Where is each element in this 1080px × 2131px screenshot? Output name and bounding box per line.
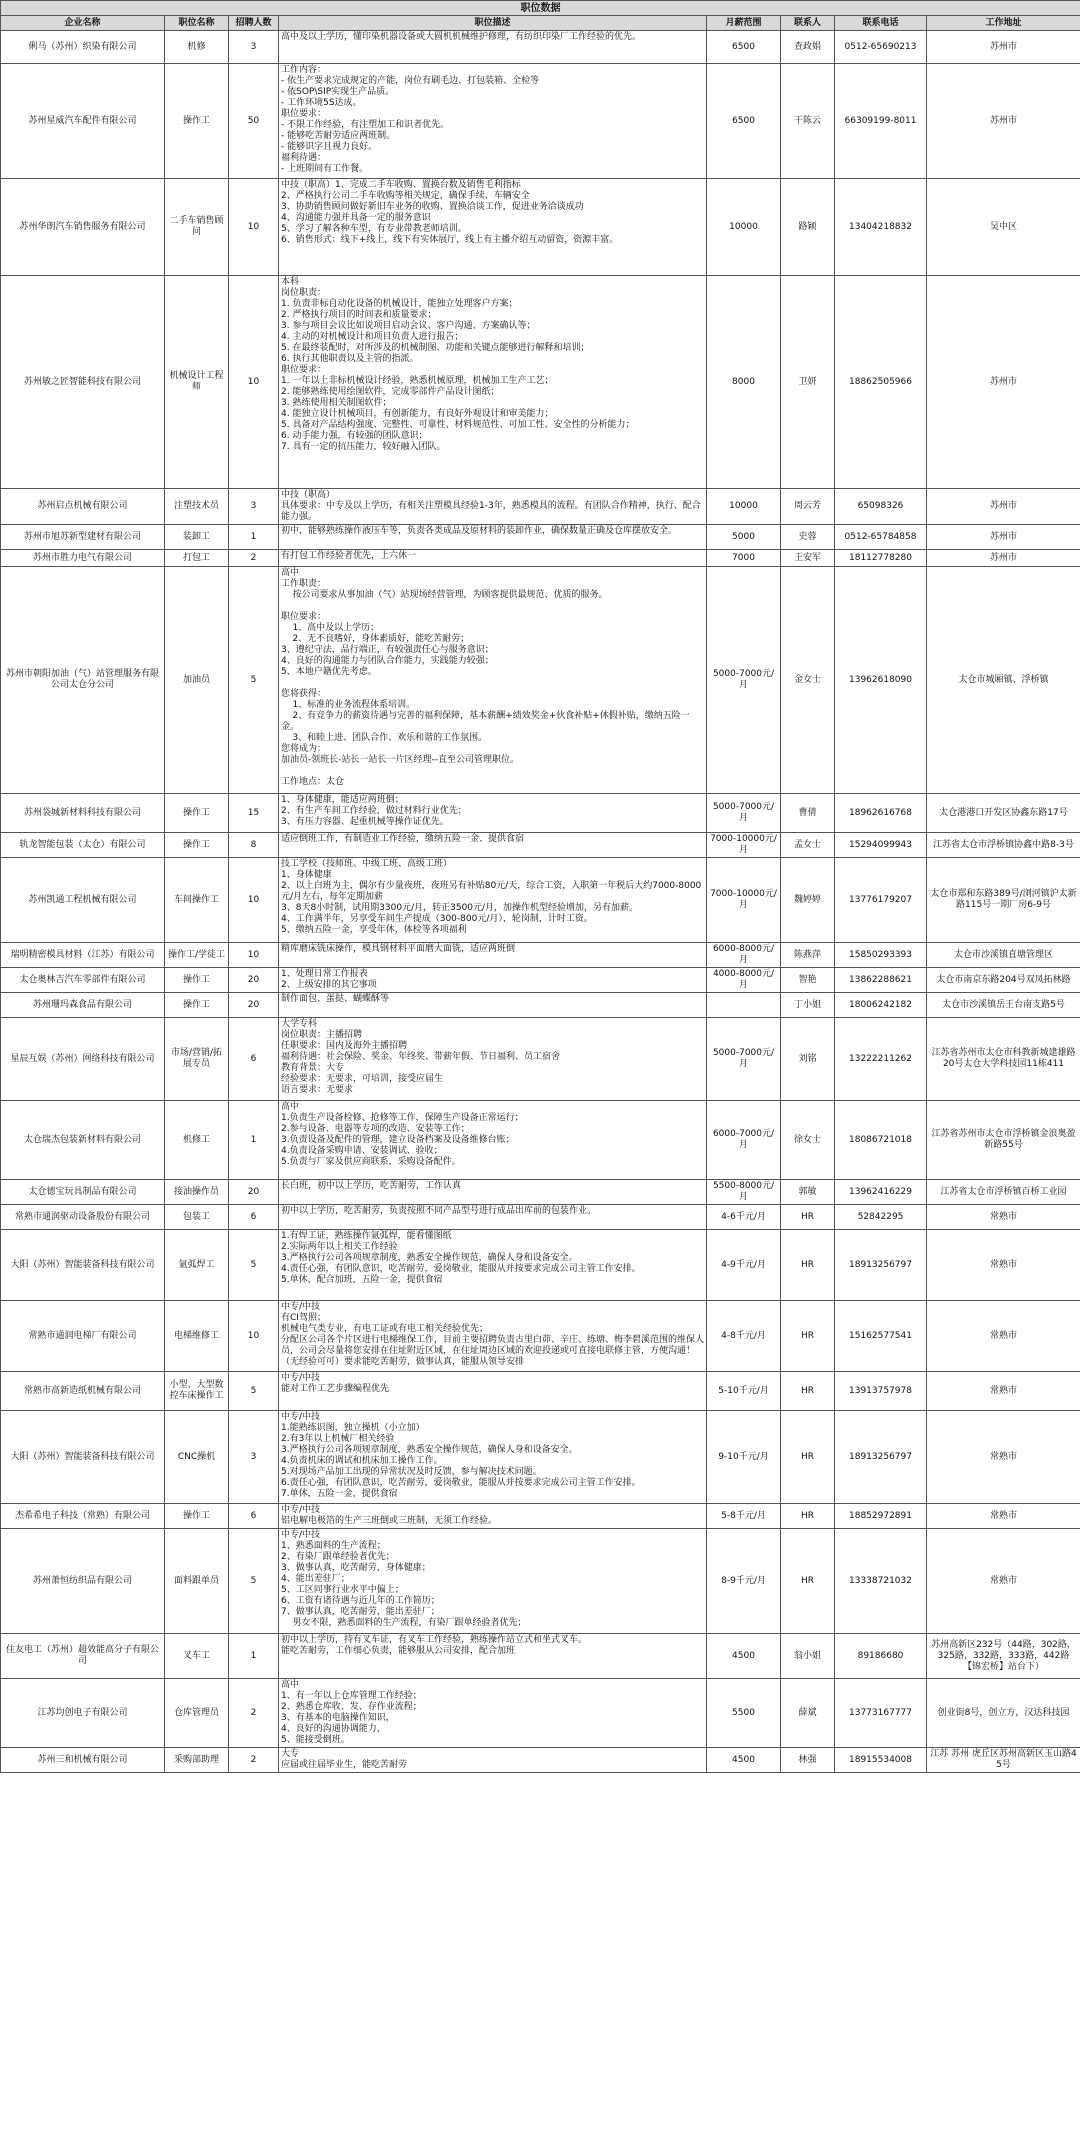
table-row — [1, 64, 1080, 179]
row-contact: 刘铭 — [781, 1018, 835, 1101]
row-position: 操作工 — [165, 968, 229, 993]
row-count: 20 — [229, 968, 279, 993]
row-address: 常熟市 — [927, 1504, 1080, 1529]
table-row — [1, 993, 1080, 1018]
row-salary: 10000 — [707, 179, 781, 276]
row-address: 江苏省太仓市浮桥镇协鑫中路8-3号 — [927, 833, 1080, 858]
table-body — [1, 31, 1080, 1773]
row-phone: 52842295 — [835, 1205, 927, 1230]
row-contact: 王安军 — [781, 550, 835, 567]
row-phone: 18915534008 — [835, 1748, 927, 1773]
row-contact: 林强 — [781, 1748, 835, 1773]
row-position: CNC操机 — [165, 1411, 229, 1504]
row-description: 适应倒班工作，有制造业工作经验，缴纳五险一金、提供食宿 — [279, 833, 707, 858]
row-count: 6 — [229, 1205, 279, 1230]
table-row — [1, 1529, 1080, 1634]
row-position: 采购部助理 — [165, 1748, 229, 1773]
row-description: 本科 岗位职责： 1. 负责非标自动化设备的机械设计，能独立处理客户方案； 2. 严格执行项目的时间表和质量要求； 3. 参与项目会议比如说项目启动会议、客户沟通、方案确认等； 4. 主动的对机械设计和项目负责人进行报告； 5. 在最终装配时，对所涉及的机械制图、功能和关键点能够进行解释和培训； 6. 执行其他职责以及主管的指派。 职位要求： 1. 一年以上非标机械设计经验，熟悉机械原理，机械加工生产工艺； 2. 能够熟练使用绘图软件，完成零部件产品设计图纸； 3. 熟练使用相关制图软件； 4. 能独立设计机械项目，有创新能力，有良好外观设计和审美能力； 5. 具备对产品结构强度、完整性、可靠性、材料规范性、可加工性、安全性的分析能力； 6. 动手能力强，有较强的团队意识； 7. 具有一定的抗压能力，较好融入团队。 — [279, 276, 707, 489]
row-description: 技工学校（技师班、中级工班、高级工班） 1、身体健康 2、以上白班为主，偶尔有少量夜班，夜班另有补贴80元/天，综合工资，入职第一年税后大约7000-8000元/月左右，每年定期加薪 3、8天8小时制，试用期3300元/月，转正3500元/月，加操作机型经验增加，另有加薪。 4、工作满半年，另享受车间生产提成（300-800元/月），轮岗制，计时工资。 5、缴纳五险一金，享受年休，体检等各项福利 — [279, 858, 707, 943]
row-description: 中技（职高）1、完成二手车收购、置换台数及销售毛利指标 2、严格执行公司二手车收购等相关规定，确保手续、车辆安全 3、协助销售顾问做好新旧车业务的收购、置换洽谈工作，促进业务洽谈成功 4、沟通能力强并具备一定的服务意识 5、学习了解各种车型，有专业带教老师培训。 6、销售形式：线下+线上，线下有实体展厅，线上有主播介绍互动留资，资源丰富。 — [279, 179, 707, 276]
row-count: 5 — [229, 567, 279, 794]
row-description: 初中，能够熟练操作液压车等，负责各类成品及原材料的装卸作业，确保数量正确及仓库摆放安全。 — [279, 525, 707, 550]
row-company: 苏州市胜力电气有限公司 — [1, 550, 165, 567]
row-position: 车间操作工 — [165, 858, 229, 943]
row-salary: 5-10千元/月 — [707, 1372, 781, 1411]
row-contact: 薛斌 — [781, 1679, 835, 1748]
table-row — [1, 1301, 1080, 1372]
row-address: 苏州市 — [927, 489, 1080, 525]
row-company: 轨龙智能包装（太仓）有限公司 — [1, 833, 165, 858]
row-position: 操作工 — [165, 794, 229, 833]
row-company: 苏州市朝阳加油（气）站管理服务有限公司太仓分公司 — [1, 567, 165, 794]
row-description: 1.有焊工证，熟练操作氩弧焊，能看懂图纸 2.实际两年以上相关工作经验 3.严格执行公司各项规章制度，熟悉安全操作规范，确保人身和设备安全。 4.责任心强，有团队意识，吃苦耐劳，爱岗敬业，能服从并按要求完成公司主管工作安排。 5.单休，配合加班，五险一金，提供食宿 — [279, 1230, 707, 1301]
row-phone: 18913256797 — [835, 1411, 927, 1504]
row-address: 太仓市沙溪镇岳王台南支路5号 — [927, 993, 1080, 1018]
row-position: 机修 — [165, 31, 229, 64]
row-count: 1 — [229, 1634, 279, 1679]
row-contact: 查政娟 — [781, 31, 835, 64]
row-address: 吴中区 — [927, 179, 1080, 276]
table-row — [1, 179, 1080, 276]
table-row — [1, 525, 1080, 550]
table-row — [1, 943, 1080, 968]
row-address: 苏州市 — [927, 550, 1080, 567]
row-contact: HR — [781, 1230, 835, 1301]
row-count: 2 — [229, 1679, 279, 1748]
row-position: 操作工/学徒工 — [165, 943, 229, 968]
row-position: 面料跟单员 — [165, 1529, 229, 1634]
row-address: 太仓市郑和东路389号/浏河镇沪太新路115号一期厂房6-9号 — [927, 858, 1080, 943]
row-company: 常熟市通润电梯厂有限公司 — [1, 1301, 165, 1372]
table-title-row — [1, 1, 1080, 16]
row-count: 5 — [229, 1529, 279, 1634]
row-position: 操作工 — [165, 833, 229, 858]
row-count: 3 — [229, 1411, 279, 1504]
row-count: 8 — [229, 833, 279, 858]
row-phone: 13404218832 — [835, 179, 927, 276]
row-salary: 7000 — [707, 550, 781, 567]
row-count: 3 — [229, 31, 279, 64]
row-salary: 9-10千元/月 — [707, 1411, 781, 1504]
row-address: 苏州市 — [927, 31, 1080, 64]
row-phone: 89186680 — [835, 1634, 927, 1679]
row-count: 10 — [229, 276, 279, 489]
row-company: 苏州敏之匠智能科技有限公司 — [1, 276, 165, 489]
row-count: 5 — [229, 1230, 279, 1301]
row-phone: 13338721032 — [835, 1529, 927, 1634]
header-address: 工作地址 — [927, 16, 1080, 31]
row-contact: HR — [781, 1504, 835, 1529]
row-company: 太仓德宝玩具制品有限公司 — [1, 1180, 165, 1205]
row-contact: 路颖 — [781, 179, 835, 276]
row-position: 机械设计工程师 — [165, 276, 229, 489]
row-address: 常熟市 — [927, 1529, 1080, 1634]
row-address: 江苏省苏州市太仓市浮桥镇金浪奥盈新路55号 — [927, 1101, 1080, 1180]
table-row — [1, 31, 1080, 64]
row-phone: 13962618090 — [835, 567, 927, 794]
row-salary: 6500 — [707, 64, 781, 179]
row-count: 3 — [229, 489, 279, 525]
table-header-row — [1, 16, 1080, 31]
row-address: 太仓市城厢镇、浮桥镇 — [927, 567, 1080, 794]
row-phone: 18962616768 — [835, 794, 927, 833]
row-salary: 4-9千元/月 — [707, 1230, 781, 1301]
row-phone: 18852972891 — [835, 1504, 927, 1529]
row-count: 15 — [229, 794, 279, 833]
table-row — [1, 489, 1080, 525]
row-count: 10 — [229, 943, 279, 968]
row-contact: 干陈云 — [781, 64, 835, 179]
header-position: 职位名称 — [165, 16, 229, 31]
row-description: 高中及以上学历，懂印染机器设备或大圆机机械维护修理，有纺织印染厂工作经验的优先。 — [279, 31, 707, 64]
row-phone: 13962416229 — [835, 1180, 927, 1205]
row-position: 接油操作员 — [165, 1180, 229, 1205]
row-salary: 4500 — [707, 1634, 781, 1679]
row-salary: 4000-8000元/月 — [707, 968, 781, 993]
row-position: 操作工 — [165, 64, 229, 179]
table-row — [1, 276, 1080, 489]
row-position: 仓库管理员 — [165, 1679, 229, 1748]
row-address: 太仓市南京东路204号双凤拓林路 — [927, 968, 1080, 993]
row-address: 常熟市 — [927, 1411, 1080, 1504]
row-salary: 5000 — [707, 525, 781, 550]
row-address: 江苏 苏州 虎丘区苏州高新区玉山路4 5号 — [927, 1748, 1080, 1773]
row-position: 装卸工 — [165, 525, 229, 550]
row-company: 苏州萧恒纺织品有限公司 — [1, 1529, 165, 1634]
row-salary: 5000-7000元/月 — [707, 794, 781, 833]
table-row — [1, 858, 1080, 943]
row-address: 创业街8号，创立方，汉达科技园 — [927, 1679, 1080, 1748]
row-description: 1、身体健康，能适应两班倒； 2、有生产车间工作经验，做过材料行业优先； 3、有压力容器、起重机械等操作证优先。 — [279, 794, 707, 833]
row-description: 1、处理日常工作报表 2、上级安排的其它事项 — [279, 968, 707, 993]
row-address: 苏州市 — [927, 276, 1080, 489]
row-position: 氩弧焊工 — [165, 1230, 229, 1301]
row-company: 常熟市通润驱动设备股份有限公司 — [1, 1205, 165, 1230]
row-company: 苏州三和机械有限公司 — [1, 1748, 165, 1773]
row-count: 50 — [229, 64, 279, 179]
row-phone: 13862288621 — [835, 968, 927, 993]
row-phone: 13773167777 — [835, 1679, 927, 1748]
header-salary: 月薪范围 — [707, 16, 781, 31]
row-count: 1 — [229, 1101, 279, 1180]
row-salary: 4-6千元/月 — [707, 1205, 781, 1230]
row-contact: HR — [781, 1372, 835, 1411]
row-contact: 史蓉 — [781, 525, 835, 550]
header-contact: 联系人 — [781, 16, 835, 31]
row-contact: 翁小姐 — [781, 1634, 835, 1679]
row-contact: 智艳 — [781, 968, 835, 993]
row-contact: 曹倩 — [781, 794, 835, 833]
row-company: 星辰互娱（苏州）网络科技有限公司 — [1, 1018, 165, 1101]
row-phone: 18862505966 — [835, 276, 927, 489]
header-company: 企业名称 — [1, 16, 165, 31]
row-contact: 郭敏 — [781, 1180, 835, 1205]
row-company: 苏州启点机械有限公司 — [1, 489, 165, 525]
row-address: 常熟市 — [927, 1230, 1080, 1301]
row-contact: HR — [781, 1529, 835, 1634]
row-position: 二手车销售顾问 — [165, 179, 229, 276]
table-row — [1, 1634, 1080, 1679]
table-row — [1, 968, 1080, 993]
row-phone: 18006242182 — [835, 993, 927, 1018]
row-position: 加油员 — [165, 567, 229, 794]
row-position: 叉车工 — [165, 1634, 229, 1679]
table-row — [1, 1679, 1080, 1748]
row-contact: 金女士 — [781, 567, 835, 794]
table-row — [1, 794, 1080, 833]
row-description: 高中 1、有一年以上仓库管理工作经验； 2、熟悉仓库收、发、存作业流程； 3、有基本的电脑操作知识， 4、良好的沟通协调能力， 5、能接受倒班。 — [279, 1679, 707, 1748]
row-position: 打包工 — [165, 550, 229, 567]
row-address: 常熟市 — [927, 1372, 1080, 1411]
row-description: 精库磨床铣床操作，模具钢材料平面磨大面铣，适应两班倒 — [279, 943, 707, 968]
row-count: 6 — [229, 1018, 279, 1101]
row-contact: 徐女士 — [781, 1101, 835, 1180]
row-phone: 13913757978 — [835, 1372, 927, 1411]
row-contact: HR — [781, 1205, 835, 1230]
row-address: 江苏省苏州市太仓市科教新城建雄路20号太仓大学科技园11栋411 — [927, 1018, 1080, 1101]
row-address: 常熟市 — [927, 1205, 1080, 1230]
row-phone: 18112778280 — [835, 550, 927, 567]
row-description: 初中以上学历，吃苦耐劳，负责按照不同产品型号进行成品出库前的包装作业。 — [279, 1205, 707, 1230]
row-phone: 15850293393 — [835, 943, 927, 968]
row-company: 苏州星威汽车配件有限公司 — [1, 64, 165, 179]
row-salary: 8-9千元/月 — [707, 1529, 781, 1634]
header-count: 招聘人数 — [229, 16, 279, 31]
row-salary: 5000-7000元/月 — [707, 567, 781, 794]
row-company: 俐马（苏州）织染有限公司 — [1, 31, 165, 64]
row-position: 操作工 — [165, 1504, 229, 1529]
row-count: 1 — [229, 525, 279, 550]
row-count: 2 — [229, 550, 279, 567]
row-phone: 0512-65690213 — [835, 31, 927, 64]
row-description: 高中 1.负责生产设备检修、抢修等工作，保障生产设备正常运行； 2.参与设备、电器等专项的改造、安装等工作； 3.负责设备及配件的管理，建立设备档案及设备维修台账； 4.负责设备采购申请、安装调试、验收； 5.负责与厂家及供应商联系，采购设备配件。 — [279, 1101, 707, 1180]
row-company: 杰希希电子科技（常熟）有限公司 — [1, 1504, 165, 1529]
table-row — [1, 1748, 1080, 1773]
row-phone: 65098326 — [835, 489, 927, 525]
row-salary: 8000 — [707, 276, 781, 489]
row-address: 苏州高新区232号（44路，302路，325路，332路，333路，442路【锦宏桥】站台下） — [927, 1634, 1080, 1679]
row-position: 小型、大型数控车床操作工 — [165, 1372, 229, 1411]
row-count: 10 — [229, 1301, 279, 1372]
row-phone: 0512-65784858 — [835, 525, 927, 550]
row-company: 太仓瑞杰包装新材料有限公司 — [1, 1101, 165, 1180]
row-company: 大阳（苏州）智能装备科技有限公司 — [1, 1230, 165, 1301]
row-count: 10 — [229, 858, 279, 943]
row-description: 工作内容： - 依生产要求完成规定的产能，岗位有刷毛边、打包装箱、全检等 - 依SOP\SIP实现生产品质。 - 工作环境5S达成。 职位要求： - 不限工作经验，有注塑加工和识者优先。 - 能够吃苦耐劳适应两班制。 - 能够识字且视力良好。 福利待遇： - 上班期间有工作餐。 — [279, 64, 707, 179]
row-position: 机修工 — [165, 1101, 229, 1180]
row-phone: 18086721018 — [835, 1101, 927, 1180]
row-description: 高中 工作职责： 按公司要求从事加油（气）站现场经营管理，为顾客提供最规范、优质的服务。 职位要求： 1、高中及以上学历； 2、无不良嗜好，身体素质好，能吃苦耐劳； 3、遵纪守法，品行端正，有较强责任心与服务意识； 4、良好的沟通能力与团队合作能力，实践能力较强； 5、本地户籍优先考虑。 您将获得： 1、标准的业务流程体系培训。 2、有竞争力的薪资待遇与完善的福利保障，基本薪酬+绩效奖金+伙食补贴+休假补贴，缴纳五险一金。 3、和睦上进、团队合作、欢乐和谐的工作氛围。 您将成为： 加油员-领班长-站长一站长一片区经理--直至公司管理职位。 工作地点：太仓 — [279, 567, 707, 794]
row-company: 住友电工（苏州）超效能高分子有限公司 — [1, 1634, 165, 1679]
row-description: 中专/中技 铝电解电极箔的生产三班倒或三班制，无须工作经验。 — [279, 1504, 707, 1529]
row-address: 苏州市 — [927, 525, 1080, 550]
row-description: 中专/中技 1、熟悉面料的生产流程； 2、有染厂跟单经验者优先； 3、做事认真，吃苦耐劳，身体健康； 4、能出差驻厂； 5、工区同事行业水平中偏上； 6、工资有诸待遇与近几年的工作简历； 7、做事认真，吃苦耐劳，能出差驻厂； 男女不限，熟悉面料的生产流程，有染厂跟单经验者优先； — [279, 1529, 707, 1634]
table-row — [1, 550, 1080, 567]
table-title: 职位数据 — [1, 1, 1080, 16]
row-contact: 周云芳 — [781, 489, 835, 525]
table-row — [1, 567, 1080, 794]
row-position: 电梯维修工 — [165, 1301, 229, 1372]
table-row — [1, 1205, 1080, 1230]
row-phone: 15294099943 — [835, 833, 927, 858]
row-salary: 4-8千元/月 — [707, 1301, 781, 1372]
row-company: 太仓奥林吉汽车零部件有限公司 — [1, 968, 165, 993]
row-description: 大专 应届或往届毕业生，能吃苦耐劳 — [279, 1748, 707, 1773]
table-row — [1, 1180, 1080, 1205]
row-address: 常熟市 — [927, 1301, 1080, 1372]
table-row — [1, 1101, 1080, 1180]
row-description: 中技（职高） 具体要求：中专及以上学历，有相关注塑模具经验1-3年，熟悉模具的流程。有团队合作精神，执行、配合能力强。 — [279, 489, 707, 525]
table-row — [1, 1504, 1080, 1529]
row-description: 制作面包、蛋挞、蝴蝶酥等 — [279, 993, 707, 1018]
row-company: 江苏均创电子有限公司 — [1, 1679, 165, 1748]
row-position: 操作工 — [165, 993, 229, 1018]
row-contact: 孟女士 — [781, 833, 835, 858]
row-position: 注塑技术员 — [165, 489, 229, 525]
row-address: 苏州市 — [927, 64, 1080, 179]
row-contact: HR — [781, 1301, 835, 1372]
row-salary: 5000-7000元/月 — [707, 1018, 781, 1101]
row-phone: 13222211262 — [835, 1018, 927, 1101]
row-company: 苏州华朗汽车销售服务有限公司 — [1, 179, 165, 276]
row-salary: 7000-10000元/月 — [707, 833, 781, 858]
table-row — [1, 1018, 1080, 1101]
row-position: 包装工 — [165, 1205, 229, 1230]
row-description: 大学专科 岗位职责：主播招聘 任职要求：国内及海外主播招聘 福利待遇：社会保险、奖金、年终奖、带薪年假、节日福利、员工宿舍 教育背景：大专 经验要求：无要求，可培训，接受应届生 语言要求：无要求 — [279, 1018, 707, 1101]
row-count: 6 — [229, 1504, 279, 1529]
row-position: 市场/营销/拓展专员 — [165, 1018, 229, 1101]
row-salary: 7000-10000元/月 — [707, 858, 781, 943]
table-row — [1, 1230, 1080, 1301]
table-row — [1, 833, 1080, 858]
row-salary: 5-8千元/月 — [707, 1504, 781, 1529]
row-description: 中专/中技 能对工作工艺步骤编程优先 — [279, 1372, 707, 1411]
row-contact: 卫妍 — [781, 276, 835, 489]
row-address: 太仓港港口开发区协鑫东路17号 — [927, 794, 1080, 833]
row-phone: 13776179207 — [835, 858, 927, 943]
row-address: 江苏省太仓市浮桥镇百桥工业园 — [927, 1180, 1080, 1205]
row-salary: 5500-8000元/月 — [707, 1180, 781, 1205]
header-description: 职位描述 — [279, 16, 707, 31]
row-salary: 6000-8000元/月 — [707, 943, 781, 968]
row-salary: 5500 — [707, 1679, 781, 1748]
row-description: 长白班，初中以上学历，吃苦耐劳，工作认真 — [279, 1180, 707, 1205]
row-count: 10 — [229, 179, 279, 276]
table-row — [1, 1411, 1080, 1504]
row-description: 初中以上学历，持有叉车证，有叉车工作经验，熟练操作站立式和坐式叉车。 能吃苦耐劳，工作细心负责，能够服从公司安排，配合加班 — [279, 1634, 707, 1679]
row-contact: HR — [781, 1411, 835, 1504]
row-phone: 15162577541 — [835, 1301, 927, 1372]
row-company: 瑞明精密模具材料（江苏）有限公司 — [1, 943, 165, 968]
row-count: 20 — [229, 1180, 279, 1205]
table-row — [1, 1372, 1080, 1411]
row-description: 中专/中技 有CI驾照； 机械电气类专业，有电工证或有电工相关经验优先； 分配区公司各个片区进行电梯维保工作，目前主要招聘负责古里白茆、辛庄、练塘、梅李碧溪范围的维保人员，公司会尽量将您安排在住址附近区域，在住址周边区域的欢迎投递或可直接电联修主管，方便沟通！ （无经验可可）要求能吃苦耐劳，做事认真，能服从领导安排 — [279, 1301, 707, 1372]
row-phone: 18913256797 — [835, 1230, 927, 1301]
row-description: 中专/中技 1.能熟练识图，独立操机（小立加） 2.有3年以上机械厂相关经验 3.严格执行公司各项规章制度，熟悉安全操作规范，确保人身和设备安全。 4.负责机床的调试和机床加工操作工作。 5.对现场产品加工出现的异常状况及时反馈，参与解决技术问题。 6.责任心强，有团队意识，吃苦耐劳，爱岗敬业，能服从并按要求完成公司主管工作安排。 7.单休，五险一金，提供食宿 — [279, 1411, 707, 1504]
row-contact: 丁小姐 — [781, 993, 835, 1018]
row-count: 5 — [229, 1372, 279, 1411]
row-salary — [707, 993, 781, 1018]
row-count: 2 — [229, 1748, 279, 1773]
row-salary: 6500 — [707, 31, 781, 64]
row-salary: 4500 — [707, 1748, 781, 1773]
row-contact: 魏婷婷 — [781, 858, 835, 943]
row-company: 苏州凯通工程机械有限公司 — [1, 858, 165, 943]
row-company: 苏州珊玛森食品有限公司 — [1, 993, 165, 1018]
row-salary: 6000-7000元/月 — [707, 1101, 781, 1180]
row-company: 苏州袋城新材料科技有限公司 — [1, 794, 165, 833]
row-description: 有打包工作经验者优先，上六休一 — [279, 550, 707, 567]
row-count: 20 — [229, 993, 279, 1018]
row-salary: 10000 — [707, 489, 781, 525]
row-company: 大阳（苏州）智能装备科技有限公司 — [1, 1411, 165, 1504]
row-phone: 66309199-8011 — [835, 64, 927, 179]
row-company: 常熟市高新造纸机械有限公司 — [1, 1372, 165, 1411]
header-phone: 联系电话 — [835, 16, 927, 31]
row-company: 苏州市旭苏新型建材有限公司 — [1, 525, 165, 550]
row-address: 太仓市沙溪镇直塘管理区 — [927, 943, 1080, 968]
row-contact: 陈燕萍 — [781, 943, 835, 968]
